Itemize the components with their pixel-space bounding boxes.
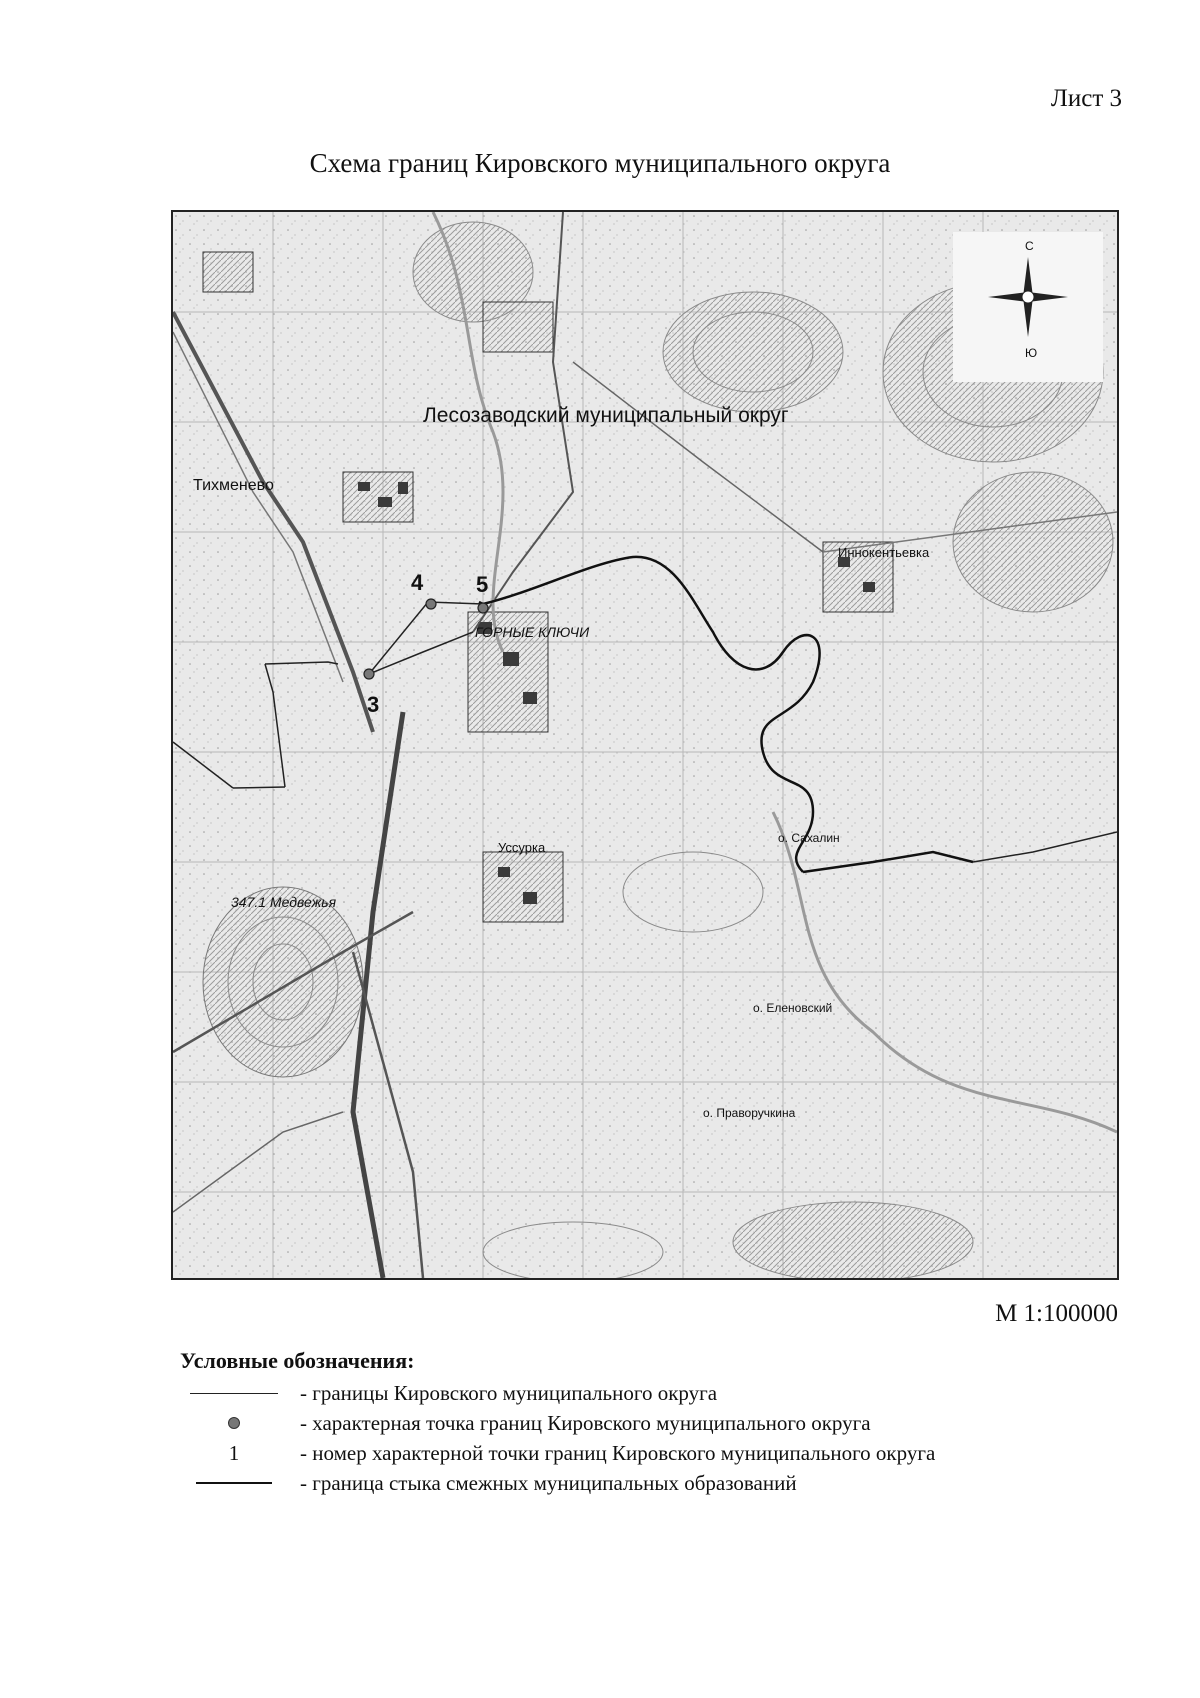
label-tikhmenevo: Тихменево — [193, 477, 274, 494]
thin-line-symbol — [190, 1393, 278, 1394]
map-frame[interactable] — [171, 210, 1119, 1280]
legend-item-junction — [180, 1468, 1140, 1498]
legend-item-text: - граница стыка смежных муниципальных образований — [300, 1470, 797, 1495]
legend-item-point-number — [180, 1438, 1140, 1468]
compass-south-label: Ю — [1025, 346, 1038, 360]
legend-item-text: - характерная точка границ Кировского муниципального округа — [300, 1410, 871, 1435]
thick-line-symbol — [196, 1482, 272, 1484]
legend-item-text: - границы Кировского муниципального округа — [300, 1380, 718, 1405]
label-elenovskoe: о. Еленовский — [753, 1001, 833, 1015]
point-number-3: 3 — [367, 692, 380, 717]
compass-north-label: С — [1025, 239, 1034, 253]
point-number-5: 5 — [476, 572, 489, 597]
compass-rose — [953, 232, 1103, 382]
label-medvezhya: 347.1 Медвежья — [231, 894, 337, 910]
label-innokentyevka: Иннокентьевка — [838, 545, 930, 560]
label-ussurka: Уссурка — [498, 840, 546, 855]
legend — [180, 1348, 1140, 1498]
point-number-4: 4 — [411, 570, 424, 595]
topographic-map[interactable] — [173, 212, 1117, 1278]
label-pravoruchkina: о. Праворучкина — [703, 1106, 796, 1120]
label-lesozavodsky-district: Лесозаводский муниципальный округ — [423, 404, 789, 427]
legend-title: Условные обозначения: — [180, 1348, 415, 1373]
legend-item-text: - номер характерной точки границ Кировского муниципального округа — [300, 1440, 936, 1465]
dot-symbol — [228, 1417, 240, 1429]
boundary-point-5[interactable] — [476, 572, 488, 613]
legend-item-boundary — [180, 1378, 1140, 1408]
legend-item-point — [180, 1408, 1140, 1438]
map-scale: М 1:100000 — [995, 1300, 1118, 1327]
label-sakhalin: о. Сахалин — [778, 831, 840, 845]
page-title: Схема границ Кировского муниципального округа — [309, 148, 891, 178]
number-symbol: 1 — [228, 1440, 240, 1465]
sheet-number: Лист 3 — [1050, 85, 1122, 112]
label-gornye-klyuchi: ГОРНЫЕ КЛЮЧИ — [475, 624, 590, 640]
